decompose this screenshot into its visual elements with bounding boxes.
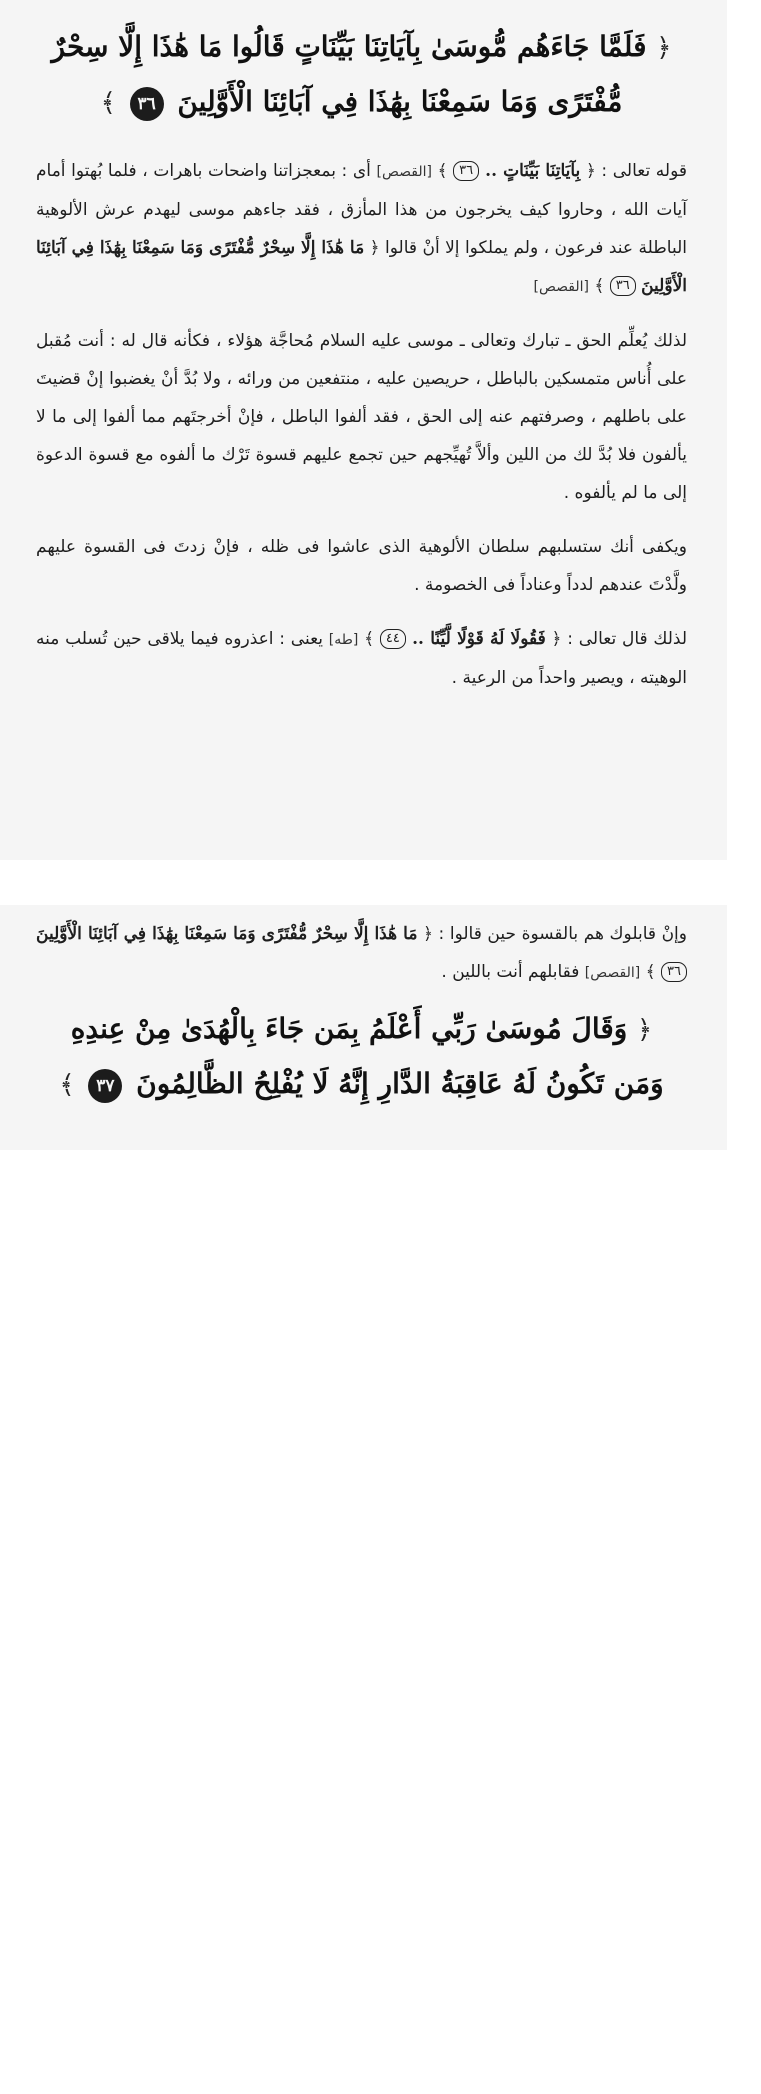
page-scan-bottom [0,905,727,1150]
surah-reference: [طه] [328,632,359,648]
text-run: قوله تعالى : ﴿ [580,161,687,181]
verse-number-inline: ٤٤ [380,629,406,649]
paragraph-3: ويكفى أنك ستسلبهم سلطان الألوهية الذى عاشوا فى ظله ، فإنْ زدتَ فى القسوة عليهم ولَّدْتَ عندهم لدداً وعناداً فى الخصومة . [36,537,687,595]
quran-quote: مَا هَٰذَا إِلَّا سِحْرٌ مُّفْتَرًى وَمَا سَمِعْنَا بِهَٰذَا فِي آبَائِنَا الْأَوَّلِينَ [36,924,418,944]
surah-reference: [القصص] [376,164,432,180]
text-run: ﴾ [358,629,380,649]
text-run: لذلك قال تعالى : ﴿ [545,629,687,649]
ornament-open: ﴿ [656,33,672,63]
verse-line-2 [36,75,687,130]
paragraph-1 [36,152,687,306]
surah-reference: [القصص] [584,965,641,981]
verse-block-bottom [36,1002,687,1112]
verse-line-1 [36,1002,687,1057]
quran-quote: مَا هَٰذَا إِلَّا سِحْرٌ مُّفْتَرًى وَمَا سَمِعْنَا بِهَٰذَا فِي آبَائِنَا الْأَوَّلِينَ [36,238,687,296]
ornament-open: ﴿ [637,1015,653,1045]
text-run: يعنى : اعذروه فيما يلاقى حين تُسلب منه الوهيته ، ويصير واحداً من الرعية . [36,629,687,688]
verse-number-inline: ٣٦ [610,276,636,296]
paragraph-5 [36,915,687,992]
verse-text: وَقَالَ مُوسَىٰ رَبِّي أَعْلَمُ بِمَن جَاءَ بِالْهُدَىٰ مِنْ عِندِهِ [70,1012,628,1045]
verse-text: مُّفْتَرًى وَمَا سَمِعْنَا بِهَٰذَا فِي آبَائِنَا الْأَوَّلِينَ [177,85,623,118]
ornament-close: ﴾ [59,1070,75,1100]
verse-line-1 [36,20,687,75]
text-run: ﴾ [431,161,454,181]
quran-quote: بِآيَاتِنَا بَيِّنَاتٍ .. [479,161,581,181]
verse-number-inline: ٣٦ [661,962,687,982]
verse-text: فَلَمَّا جَاءَهُم مُّوسَىٰ بِآيَاتِنَا بَيِّنَاتٍ قَالُوا مَا هَٰذَا إِلَّا سِحْرٌ [51,30,647,63]
paragraph-2: لذلك يُعلِّم الحق ـ تبارك وتعالى ـ موسى عليه السلام مُحاجَّة هؤلاء ، فكأنه قال له : أنت مُقبل على أُناس متمسكين بالباطل ، حريصين عليه ، منتفعين من ورائه ، ولا بُدَّ أنْ يغضبوا إنْ قضيتَ على باطلهم ، وصرفتهم عنه إلى الحق ، فقد ألفوا الباطل ، فإنْ أخرجتَهم مما ألفوا إلى ما لا يألفون فلا بُدَّ لك من اللين وألاَّ تُهيِّجهم حين تجمع عليهم قسوة تَرْك ما ألفوه مع قسوة الدعوة إلى ما لم يألفوه . [36,331,687,503]
surah-reference: [القصص] [533,279,589,295]
verse-line-2 [36,1057,687,1112]
text-run: ﴾ [588,276,610,296]
text-run: أى : بمعجزاتنا واضحات باهرات ، فلما بُهتوا أمام آيات الله ، وحاروا كيف يخرجون من هذا المأزق ، فقد جاءهم موسى ليهدم عرش الألوهية الباطلة عند فرعون ، ولم يملكوا إلا أنْ قالوا ﴿ [36,161,687,258]
verse-block-top [36,20,687,130]
ayah-number-badge: ٣٦ [130,87,164,121]
text-run: وإنْ قابلوك هم بالقسوة حين قالوا : ﴿ [417,924,687,944]
verse-text: وَمَن تَكُونُ لَهُ عَاقِبَةُ الدَّارِ إِنَّهُ لَا يُفْلِحُ الظَّالِمُونَ [136,1067,664,1100]
quran-quote: فَقُولَا لَهُ قَوْلًا لَّيِّنًا .. [405,629,546,649]
ayah-number-badge: ٣٧ [88,1069,122,1103]
paragraph-4 [36,620,687,697]
page-scan-top [0,0,727,860]
ornament-close: ﴾ [100,88,116,118]
text-run: ﴾ [640,962,662,982]
verse-number-inline: ٣٦ [453,161,479,181]
text-run: فقابلهم أنت باللين . [441,962,585,982]
